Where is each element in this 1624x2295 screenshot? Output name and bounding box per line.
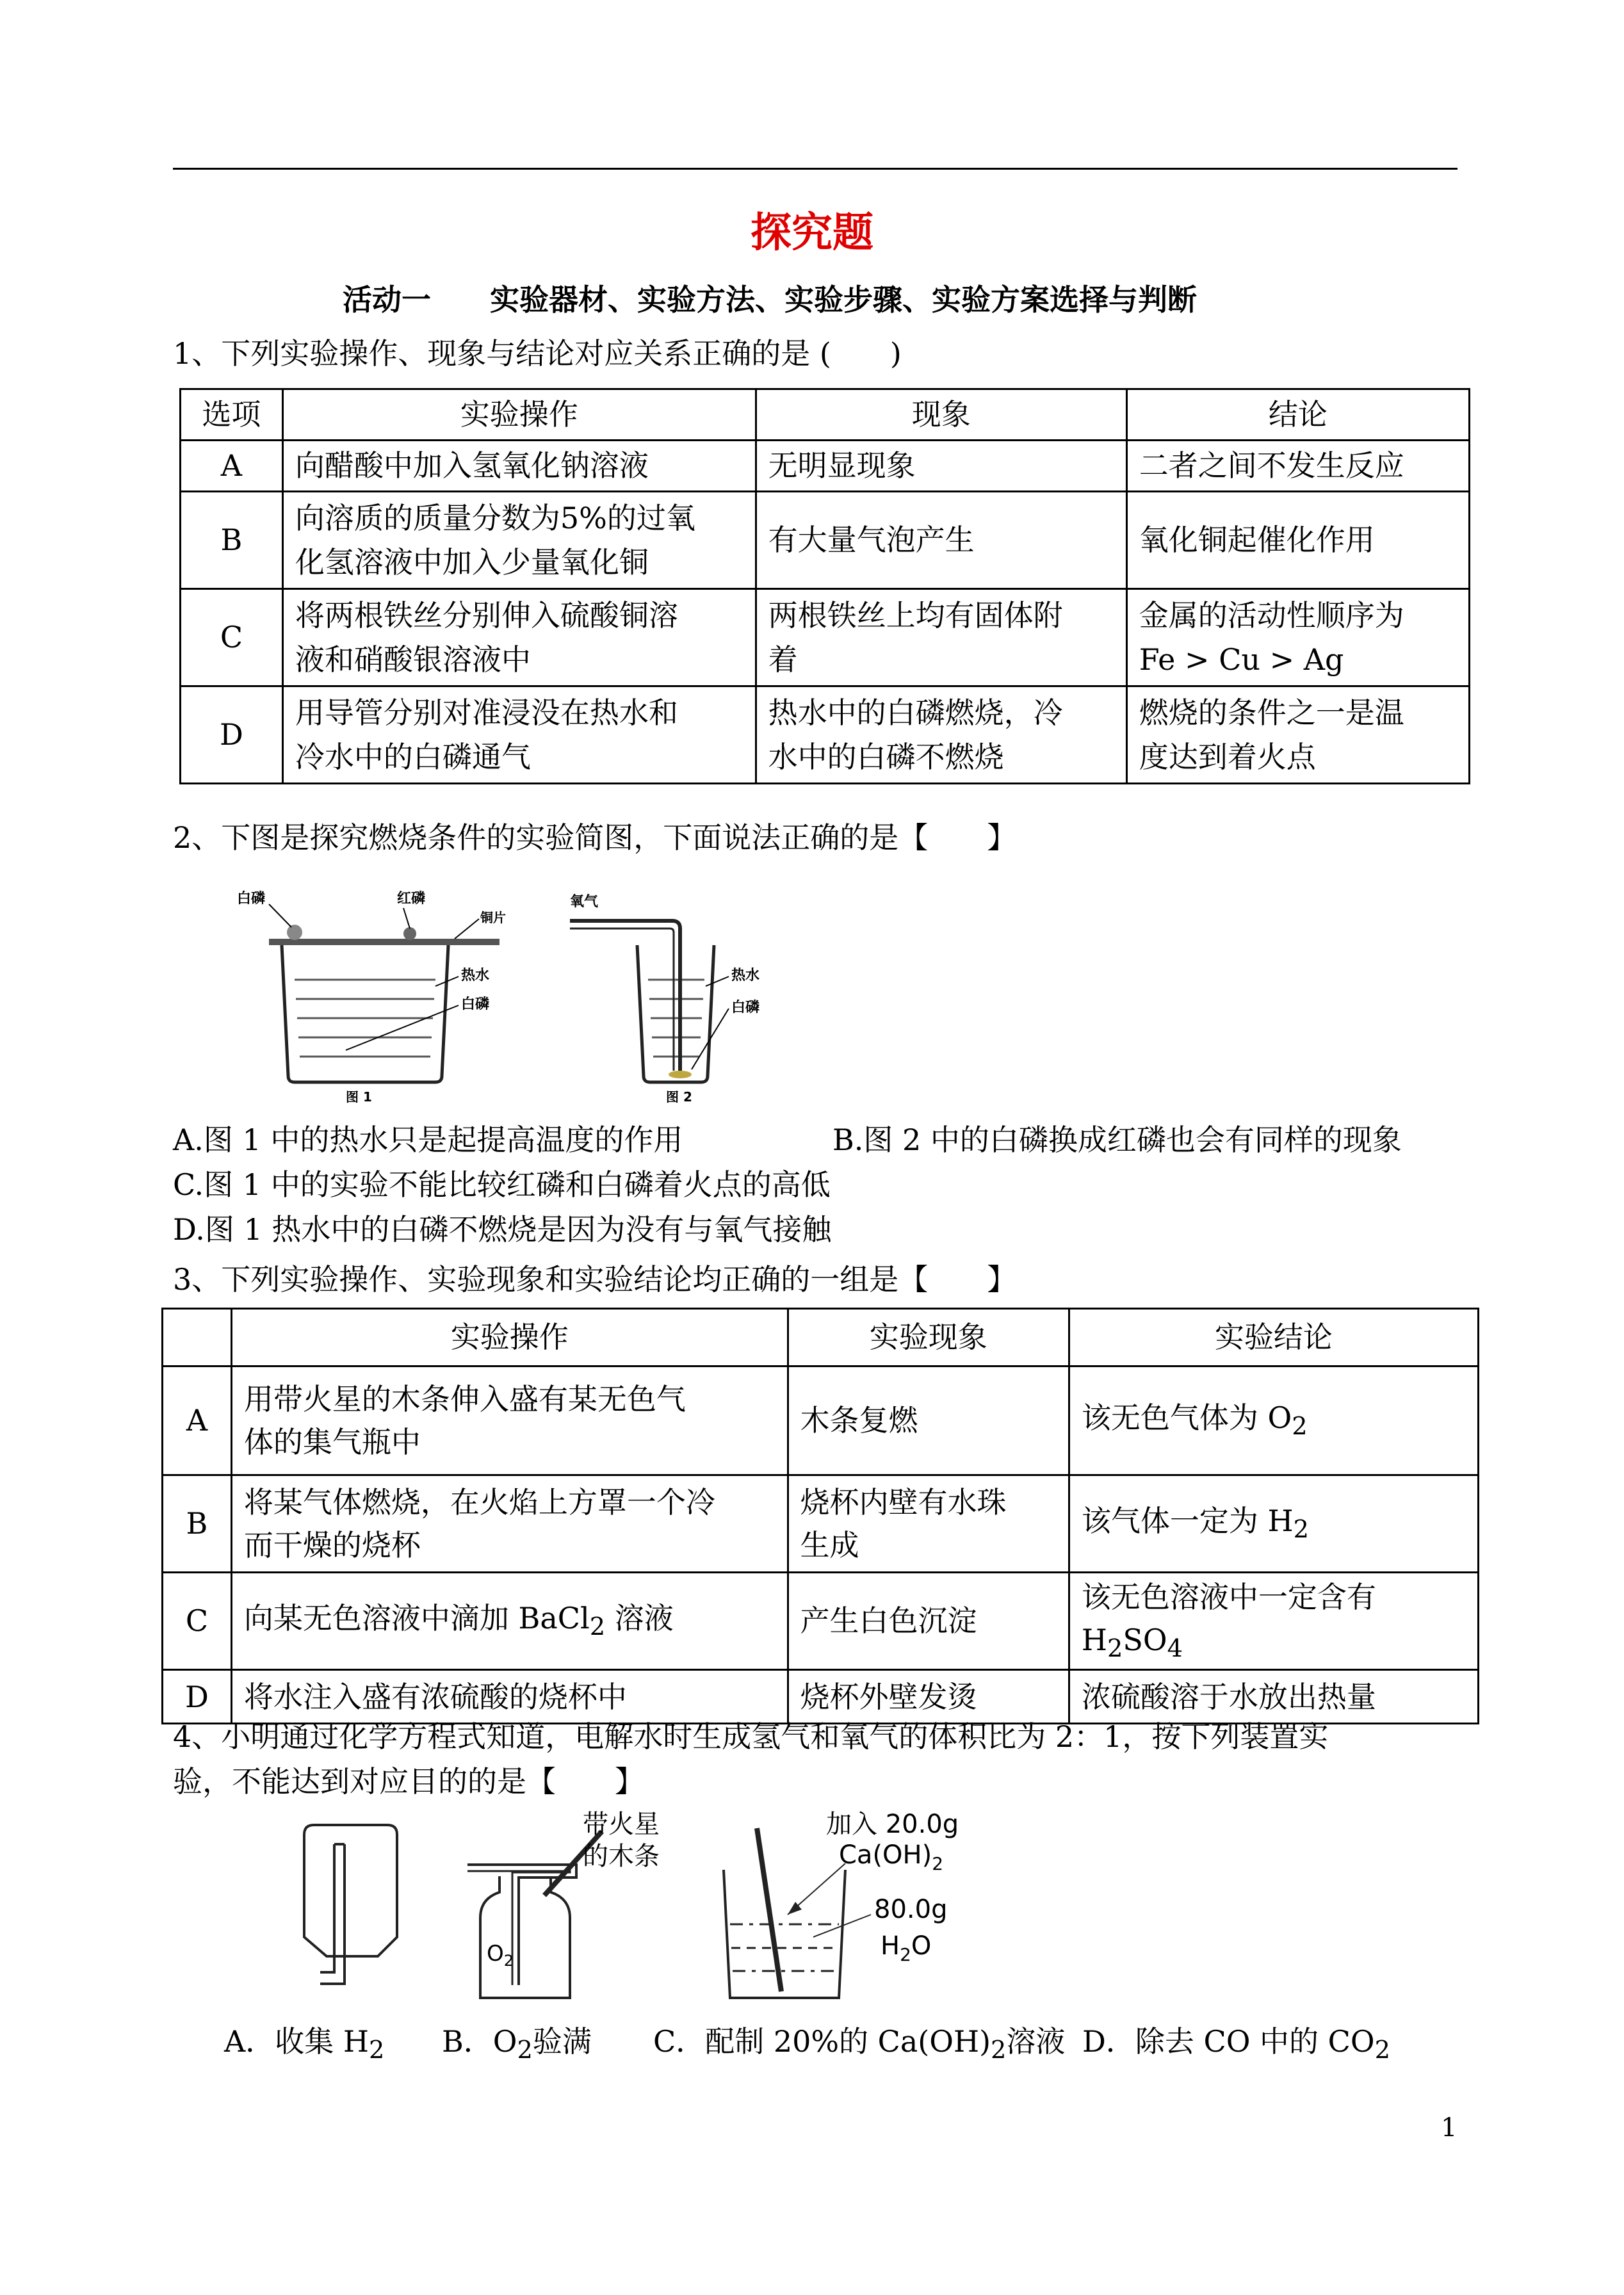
q3-d-phenomenon: 烧杯外壁发烫	[788, 1670, 1069, 1724]
fig1-label-hot-water: 热水	[461, 968, 490, 984]
q1-option-b: B	[181, 492, 283, 589]
q3-a-phenomenon: 木条复燃	[788, 1366, 1069, 1475]
q1-d-operation: 用导管分别对准浸没在热水和 冷水中的白磷通气	[282, 686, 756, 784]
q3-option-d: D	[163, 1670, 232, 1724]
q1-table	[179, 388, 1470, 784]
q3-d-operation: 将水注入盛有浓硫酸的烧杯中	[231, 1670, 788, 1724]
q4-option-b: B．$O_2$验满	[442, 2024, 592, 2065]
glass-rod-icon	[757, 1828, 781, 1991]
table-row	[163, 1573, 1479, 1670]
page-title: 探究题	[751, 209, 873, 257]
q1-a-operation: 向醋酸中加入氢氧化钠溶液	[282, 441, 756, 492]
table-row	[181, 492, 1470, 589]
q2-figures	[224, 884, 760, 1105]
q3-a-conclusion: 该无色气体为 $O_2$	[1069, 1366, 1478, 1475]
q1-d-conclusion: 燃烧的条件之一是温 度达到着火点	[1126, 686, 1469, 784]
q1-c-phenomenon: 两根铁丝上均有固体附 着	[756, 589, 1126, 686]
q3-b-conclusion: 该气体一定为 $H_2$	[1069, 1475, 1478, 1573]
q1-a-phenomenon: 无明显现象	[756, 441, 1126, 492]
table-row	[163, 1475, 1479, 1573]
q1-c-conclusion: 金属的活动性顺序为 Fe > Cu > Ag	[1126, 589, 1469, 686]
fig1-caption: 图 1	[346, 1089, 372, 1105]
fig2-label-hot-water: 热水	[731, 968, 760, 984]
white-phosphorus-in-water	[669, 1071, 692, 1078]
q1-c-operation: 将两根铁丝分别伸入硫酸铜溶 液和硝酸银溶液中	[282, 589, 756, 686]
fig1-label-copper: 铜片	[480, 910, 506, 925]
figure-1	[237, 890, 506, 1105]
q3-option-b: B	[163, 1475, 232, 1573]
q4-option-a: A．收集 $H_2$	[224, 2024, 385, 2065]
table-row	[181, 441, 1470, 492]
q1-b-phenomenon: 有大量气泡产生	[756, 492, 1126, 589]
beaker-1	[282, 945, 448, 1082]
q4-apparatus-c	[724, 1810, 959, 1998]
q4-stem-line1: 4、小明通过化学方程式知道，电解水时生成氢气和氧气的体积比为 2：1，按下列装置实	[173, 1719, 1329, 1754]
q4-apparatus-b	[467, 1810, 660, 1998]
figure-2	[570, 893, 759, 1105]
fig2-caption: 图 2	[666, 1089, 692, 1105]
white-phosphorus-on-plate	[287, 925, 302, 940]
header-rule	[173, 168, 1458, 170]
q4-option-c: C．配制 20%的 $Ca(OH)_2$溶液	[653, 2024, 1066, 2065]
q3-b-phenomenon: 烧杯内壁有水珠 生成	[788, 1475, 1069, 1573]
q2-stem: 2、下图是探究燃烧条件的实验简图，下面说法正确的是【 】	[173, 820, 1017, 855]
q4-stem-line2: 验，不能达到对应目的的是【 】	[173, 1764, 644, 1799]
q4-b-label-line1: 带火星	[583, 1810, 660, 1839]
q4-b-bottle-label: $O_2$	[487, 1941, 514, 1970]
q1-b-conclusion: 氧化铜起催化作用	[1126, 492, 1469, 589]
q1-header-conclusion: 结论	[1126, 389, 1469, 441]
fig1-label-white-phosphorus: 白磷	[237, 891, 266, 907]
page-number: 1	[1441, 2113, 1458, 2143]
q3-a-operation: 用带火星的木条伸入盛有某无色气 体的集气瓶中	[231, 1366, 788, 1475]
q3-b-operation: 将某气体燃烧，在火焰上方罩一个冷 而干燥的烧杯	[231, 1475, 788, 1573]
q2-option-a: A.图 1 中的热水只是起提高温度的作用	[173, 1123, 683, 1157]
copper-plate	[269, 939, 499, 945]
q4-apparatus-a	[304, 1825, 397, 1984]
q3-header-phenomenon: 实验现象	[788, 1309, 1069, 1366]
table-row	[181, 686, 1470, 784]
q4-option-d: D．除去 CO 中的 $CO_2$	[1082, 2024, 1390, 2065]
section-subtitle: 活动一 实验器材、实验方法、实验步骤、实验方案选择与判断	[343, 282, 1197, 317]
table-row	[181, 589, 1470, 686]
fig1-label-red-phosphorus: 红磷	[397, 891, 426, 907]
q4-c-add-label: 加入 20.0g	[826, 1810, 959, 1839]
q1-d-phenomenon: 热水中的白磷燃烧，冷 水中的白磷不燃烧	[756, 686, 1126, 784]
fig2-label-white-phosphorus: 白磷	[731, 1000, 760, 1016]
q1-header-phenomenon: 现象	[756, 389, 1126, 441]
q1-option-c: C	[181, 589, 283, 686]
q3-option-c: C	[163, 1573, 232, 1670]
q3-header-blank	[163, 1309, 232, 1366]
q3-d-conclusion: 浓硫酸溶于水放出热量	[1069, 1670, 1478, 1724]
q4-figures	[275, 1806, 1044, 2011]
q1-a-conclusion: 二者之间不发生反应	[1126, 441, 1469, 492]
red-phosphorus	[403, 927, 416, 940]
q4-c-mass-label: 80.0g	[874, 1895, 948, 1924]
q3-stem: 3、下列实验操作、实验现象和实验结论均正确的一组是【 】	[173, 1262, 1017, 1297]
q4-b-label-line2: 的木条	[583, 1842, 660, 1871]
q2-option-d: D.图 1 热水中的白磷不燃烧是因为没有与氧气接触	[173, 1212, 832, 1247]
q3-table	[161, 1308, 1479, 1724]
q1-header-operation: 实验操作	[282, 389, 756, 441]
q2-option-c: C.图 1 中的实验不能比较红磷和白磷着火点的高低	[173, 1167, 831, 1202]
q3-option-a: A	[163, 1366, 232, 1475]
q2-option-b: B.图 2 中的白磷换成红磷也会有同样的现象	[832, 1123, 1402, 1157]
q3-header-conclusion: 实验结论	[1069, 1309, 1478, 1366]
q4-c-caoh-label: $Ca(OH)_2$	[839, 1840, 944, 1874]
table-row	[163, 1366, 1479, 1475]
q1-option-a: A	[181, 441, 283, 492]
oxygen-tube	[570, 921, 680, 1071]
q3-c-operation: 向某无色溶液中滴加 BaCl$_2$ 溶液	[231, 1573, 788, 1670]
q4-c-water-label: $H_2O$	[881, 1931, 932, 1965]
q3-header-operation: 实验操作	[231, 1309, 788, 1366]
q1-b-operation: 向溶质的质量分数为5%的过氧 化氢溶液中加入少量氧化铜	[282, 492, 756, 589]
q3-c-conclusion: 该无色溶液中一定含有 $H_2SO_4$	[1069, 1573, 1478, 1670]
fig1-label-white-phosphorus-water: 白磷	[461, 996, 490, 1012]
q1-header-option: 选项	[181, 389, 283, 441]
q3-c-phenomenon: 产生白色沉淀	[788, 1573, 1069, 1670]
beaker-2	[637, 945, 714, 1082]
q1-stem: 1、下列实验操作、现象与结论对应关系正确的是 ( )	[173, 336, 902, 371]
fig2-label-oxygen: 氧气	[570, 894, 599, 910]
q1-option-d: D	[181, 686, 283, 784]
